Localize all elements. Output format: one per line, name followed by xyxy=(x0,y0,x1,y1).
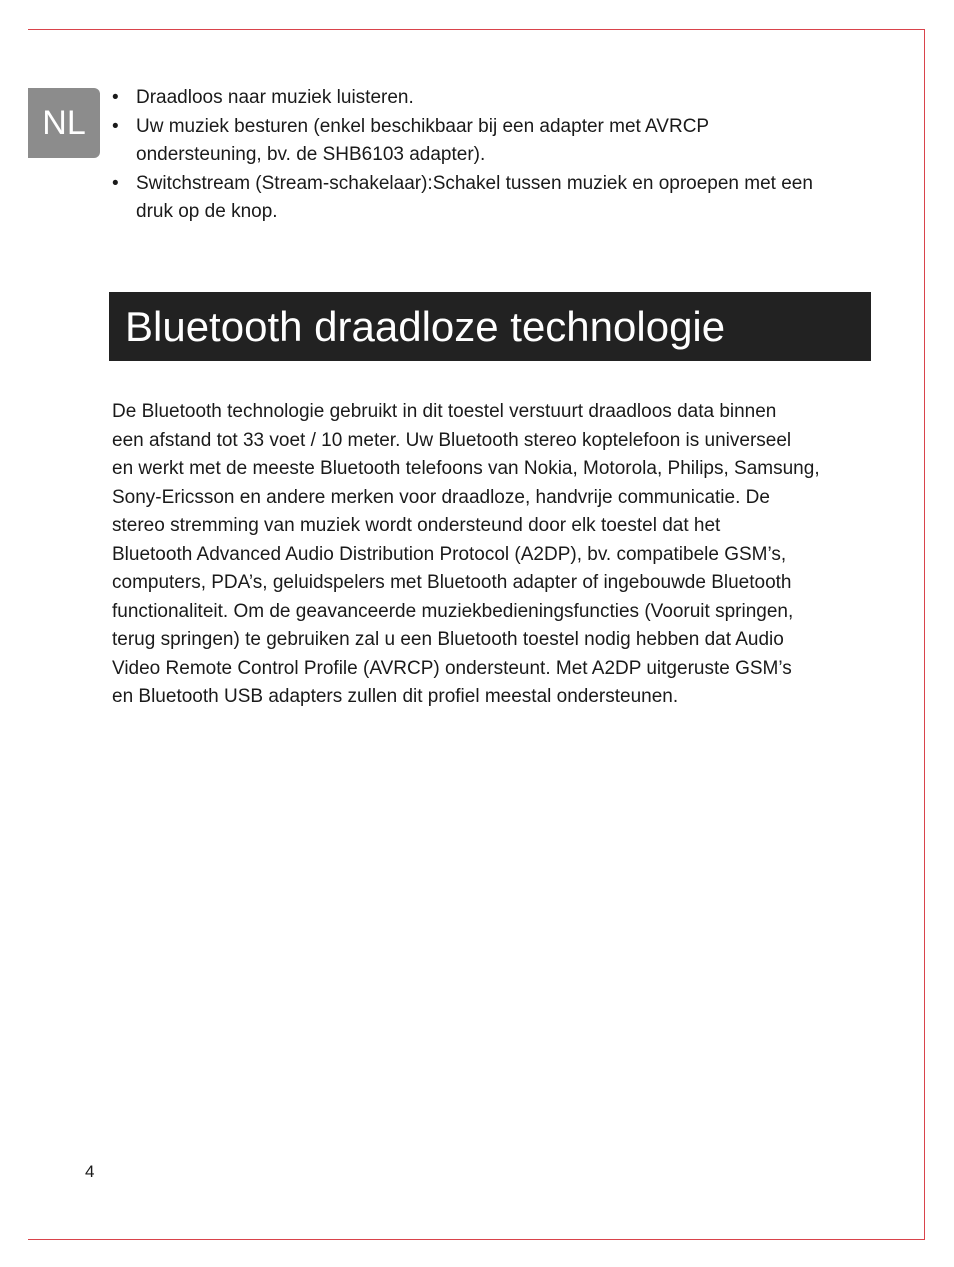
section-heading-bar xyxy=(109,292,871,361)
language-tab xyxy=(28,88,100,158)
body-line: Bluetooth Advanced Audio Distribution Protocol (A2DP), bv. compatibele GSM’s, xyxy=(112,543,787,565)
feature-bullet-list xyxy=(108,84,888,227)
bullet-line: Uw muziek besturen (enkel beschikbaar bij een adapter met AVRCP xyxy=(136,115,710,137)
body-line: een afstand tot 33 voet / 10 meter. Uw Bluetooth stereo koptelefoon is universeel xyxy=(112,429,792,451)
body-line: functionaliteit. Om de geavanceerde muziekbedieningsfuncties (Vooruit springen, xyxy=(112,600,794,622)
bullet-dot: • xyxy=(112,172,119,194)
body-paragraph xyxy=(112,398,882,712)
body-line: Video Remote Control Profile (AVRCP) ondersteunt. Met A2DP uitgeruste GSM’s xyxy=(112,657,792,679)
bullet-line: ondersteuning, bv. de SHB6103 adapter). xyxy=(136,144,486,165)
body-line: De Bluetooth technologie gebruikt in dit toestel verstuurt draadloos data binnen xyxy=(112,401,777,422)
page-number: 4 xyxy=(85,1162,95,1181)
page-frame-top-line xyxy=(28,29,925,30)
bullet-dot: • xyxy=(112,87,119,108)
body-line: computers, PDA’s, geluidspelers met Bluetooth adapter of ingebouwde Bluetooth xyxy=(112,572,792,593)
bullet-line: Draadloos naar muziek luisteren. xyxy=(136,87,414,108)
language-tab-label: NL xyxy=(42,103,86,142)
bullet-item xyxy=(108,113,888,170)
body-line: Sony-Ericsson en andere merken voor draadloze, handvrije communicatie. De xyxy=(112,486,770,508)
body-line: stereo stremming van muziek wordt ondersteund door elk toestel dat het xyxy=(112,515,721,536)
bullet-item xyxy=(108,84,888,113)
page-frame-bottom-line xyxy=(28,1239,925,1240)
page-frame-right-line xyxy=(924,29,925,1240)
bullet-dot: • xyxy=(112,115,119,137)
bullet-line: druk op de knop. xyxy=(136,201,278,222)
bullet-item xyxy=(108,170,888,227)
bullet-line: Switchstream (Stream-schakelaar):Schakel tussen muziek en oproepen met een xyxy=(136,172,813,194)
body-line: terug springen) te gebruiken zal u een Bluetooth toestel nodig hebben dat Audio xyxy=(112,629,784,650)
body-line: en Bluetooth USB adapters zullen dit profiel meestal ondersteunen. xyxy=(112,686,679,707)
section-heading: Bluetooth draadloze technologie xyxy=(125,302,726,350)
body-line: en werkt met de meeste Bluetooth telefoons van Nokia, Motorola, Philips, Samsung, xyxy=(112,458,820,479)
